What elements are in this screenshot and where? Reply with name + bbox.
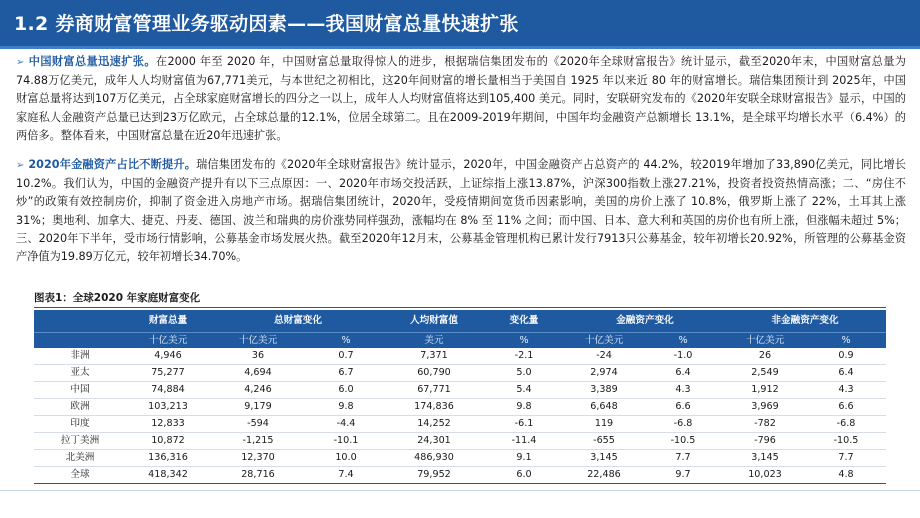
table-cell: 3,969	[724, 399, 806, 416]
table-caption: 图表1：全球2020 年家庭财富变化	[34, 292, 201, 304]
table-row	[34, 399, 886, 416]
table-cell: 9.1	[482, 450, 566, 467]
unit-header: %	[482, 333, 566, 349]
table-cell: 67,771	[386, 382, 482, 399]
table-cell: 9.8	[306, 399, 386, 416]
table-cell: 2,549	[724, 365, 806, 382]
table-cell: 10,872	[126, 433, 210, 450]
table-cell: -6.8	[642, 416, 724, 433]
table-cell: -6.1	[482, 416, 566, 433]
unit-header: 十亿美元	[126, 333, 210, 349]
column-header: 金融资产变化	[566, 310, 724, 333]
table-cell: 5.0	[482, 365, 566, 382]
table-cell: 6,648	[566, 399, 642, 416]
table-cell: 9.7	[642, 467, 724, 484]
table-cell: 36	[210, 348, 306, 365]
header-stripe	[0, 46, 920, 49]
table-cell: 14,252	[386, 416, 482, 433]
table-cell: 6.7	[306, 365, 386, 382]
table-cell: 5.4	[482, 382, 566, 399]
table-cell: 74,884	[126, 382, 210, 399]
table-cell: -11.4	[482, 433, 566, 450]
table-cell: 4.3	[642, 382, 724, 399]
table-cell: 9,179	[210, 399, 306, 416]
column-header: 总财富变化	[210, 310, 386, 333]
table-cell: 6.6	[642, 399, 724, 416]
table-cell: -10.1	[306, 433, 386, 450]
unit-header: %	[306, 333, 386, 349]
table-cell: -1,215	[210, 433, 306, 450]
unit-header: 十亿美元	[566, 333, 642, 349]
table-cell: -796	[724, 433, 806, 450]
paragraph-wealth-expansion	[16, 53, 906, 145]
table-cell: -10.5	[806, 433, 886, 450]
unit-header: 十亿美元	[210, 333, 306, 349]
region-cell: 中国	[34, 382, 126, 399]
table-cell: 4.3	[806, 382, 886, 399]
region-cell: 拉丁美洲	[34, 433, 126, 450]
caption-divider	[34, 307, 886, 308]
table-row	[34, 450, 886, 467]
paragraph-body: 瑞信集团发布的《2020年全球财富报告》统计显示，2020年，中国金融资产占总资产的 44.2%，较2019年增加了33,890亿美元，同比增长10.2%。我们认为，中国的金融资产提升有以下三点原因：一、2020年市场交投活跃，上证综指上涨13.87%，沪深300指数上涨27.21%，投资者投资热情高涨；二、“房住不炒”的政策有效控制房价，抑制了资金进入房地产市场。据瑞信集团统计，2020年，受疫情期间宽货币因素影响，美国的房价上涨了 10.8%，俄罗斯上涨了 22%，土耳其上涨 31%；奥地利、加拿大、捷克、丹麦、德国、波兰和瑞典的房价涨势同样强劲，涨幅均在 8% 至 11% 之间；而中国、日本、意大利和英国的房价也有所上涨，但涨幅未超过 5%；三、2020年下半年，受市场行情影响，公募基金市场发展火热。截至2020年12月末，公募基金管理机构已累计发行7913只公募基金，较年初增长20.92%，所管理的公募基金资产净值为19.89万亿元，较年初增长34.70%。	[16, 158, 906, 264]
table-cell: -655	[566, 433, 642, 450]
table-cell: 2,974	[566, 365, 642, 382]
table-cell: 0.7	[306, 348, 386, 365]
table-cell: 418,342	[126, 467, 210, 484]
arrow-bullet-icon: ➢	[16, 57, 25, 68]
wealth-table	[34, 310, 886, 484]
paragraph-lead: 中国财富总量迅速扩张。	[28, 55, 156, 68]
table-cell: 10,023	[724, 467, 806, 484]
arrow-bullet-icon: ➢	[16, 160, 25, 171]
table-cell: 10.0	[306, 450, 386, 467]
table-cell: 3,145	[566, 450, 642, 467]
table-row	[34, 467, 886, 484]
region-cell: 印度	[34, 416, 126, 433]
table-cell: 4,946	[126, 348, 210, 365]
table-cell: 7,371	[386, 348, 482, 365]
region-cell: 欧洲	[34, 399, 126, 416]
table-cell: 6.4	[642, 365, 724, 382]
region-cell: 北美洲	[34, 450, 126, 467]
table-cell: 103,213	[126, 399, 210, 416]
table-corner	[34, 310, 126, 333]
table-cell: 7.4	[306, 467, 386, 484]
table-row	[34, 382, 886, 399]
unit-header: 美元	[386, 333, 482, 349]
table-header-row	[34, 310, 886, 333]
table-cell: -24	[566, 348, 642, 365]
table-cell: 75,277	[126, 365, 210, 382]
table-cell: 79,952	[386, 467, 482, 484]
table-cell: 6.0	[306, 382, 386, 399]
column-header: 变化量	[482, 310, 566, 333]
table-cell: -2.1	[482, 348, 566, 365]
region-cell: 非洲	[34, 348, 126, 365]
paragraph-body: 在2000 年至 2020 年，中国财富总量取得惊人的进步，根据瑞信集团发布的《2020年全球财富报告》统计显示，截至2020年末，中国财富总量为74.88万亿美元，成年人人均财富值为67,771美元，与本世纪之初相比，这20年间财富的增长量相当于美国自 1925 年以来近 80 年的财富增长。瑞信集团预计到 2025年，中国财富总量将达到107万亿美元，占全球家庭财富增长的四分之一以上，成年人人均财富值将达到105,400 美元。同时，安联研究发布的《2020年安联全球财富报告》显示，中国的家庭私人金融资产总量已达到23万亿欧元，占全球总量的12.1%，位居全球第二。且在2009-2019年期间，中国年均金融资产总额增长 13.1%，是全球平均增长水平（6.4%）的两倍多。整体看来，中国财富总量在近20年迅速扩张。	[16, 55, 906, 142]
header-bar	[0, 0, 920, 46]
table-cell: 4,246	[210, 382, 306, 399]
table-cell: 60,790	[386, 365, 482, 382]
table-row	[34, 416, 886, 433]
table-cell: 26	[724, 348, 806, 365]
table-cell: 12,370	[210, 450, 306, 467]
table-cell: 0.9	[806, 348, 886, 365]
region-cell: 亚太	[34, 365, 126, 382]
table-cell: -782	[724, 416, 806, 433]
unit-header: %	[642, 333, 724, 349]
table-row	[34, 348, 886, 365]
table-unit-row	[34, 333, 886, 349]
table-cell: 4.8	[806, 467, 886, 484]
table-cell: 6.4	[806, 365, 886, 382]
table-cell: 6.0	[482, 467, 566, 484]
table-cell: 174,836	[386, 399, 482, 416]
table-cell: 4,694	[210, 365, 306, 382]
table-cell: 486,930	[386, 450, 482, 467]
table-row	[34, 365, 886, 382]
column-header: 非金融资产变化	[724, 310, 886, 333]
table-row	[34, 433, 886, 450]
table-cell: -6.8	[806, 416, 886, 433]
table-cell: 12,833	[126, 416, 210, 433]
table-corner	[34, 333, 126, 349]
table-cell: 1,912	[724, 382, 806, 399]
table-cell: -594	[210, 416, 306, 433]
table-cell: -4.4	[306, 416, 386, 433]
table-cell: -1.0	[642, 348, 724, 365]
table-cell: 3,145	[724, 450, 806, 467]
table-cell: 9.8	[482, 399, 566, 416]
table-cell: -10.5	[642, 433, 724, 450]
region-cell: 全球	[34, 467, 126, 484]
table-cell: 119	[566, 416, 642, 433]
table-cell: 22,486	[566, 467, 642, 484]
unit-header: 十亿美元	[724, 333, 806, 349]
table-cell: 7.7	[642, 450, 724, 467]
table-cell: 136,316	[126, 450, 210, 467]
footer-divider	[0, 490, 920, 491]
table-cell: 24,301	[386, 433, 482, 450]
column-header: 财富总量	[126, 310, 210, 333]
column-header: 人均财富值	[386, 310, 482, 333]
unit-header: %	[806, 333, 886, 349]
table-cell: 28,716	[210, 467, 306, 484]
table-cell: 3,389	[566, 382, 642, 399]
table-cell: 6.6	[806, 399, 886, 416]
paragraph-financial-assets	[16, 156, 906, 266]
paragraph-lead: 2020年金融资产占比不断提升。	[28, 158, 197, 171]
table-cell: 7.7	[806, 450, 886, 467]
page-title: 1.2 券商财富管理业务驱动因素——我国财富总量快速扩张	[14, 13, 519, 35]
